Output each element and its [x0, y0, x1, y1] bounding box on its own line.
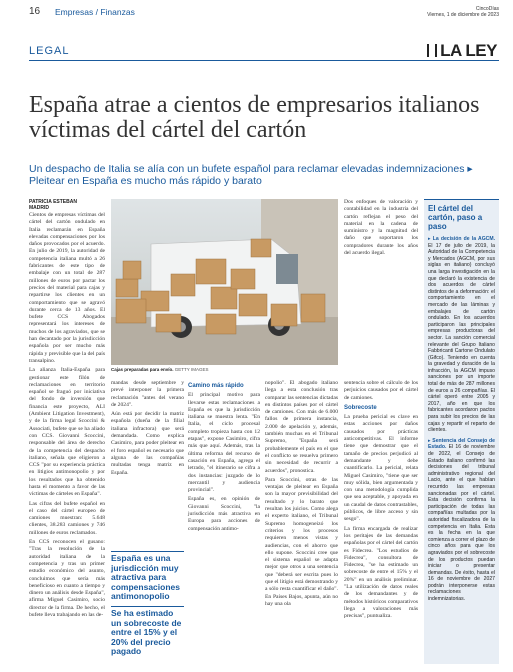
paragraph: La prueba pericial es clave en estas acciones por daños causados por prácticas anticompetitivas. El informe tiene que demostrar que el tamaño de precios perjudicó al demandante y debe cuantificarlo. La pericial, relata Miguel Casimiro, "tiene que ser muy sólida, bien argumentada y con una metodología cumplida que sea aceptable, y apoyada en un caudal de datos contrastables, públicos, de libre acceso y sin sesgo".: [344, 414, 418, 523]
paragraph: Las cifras del bufete español en el caso del cártel europeo de camiones muestran: 5.648 clientes, 38.283 camiones y 746 millones de euros reclamados.: [29, 500, 105, 536]
sidebar-item-lead: La decisión de la AGCM.: [432, 236, 495, 242]
photo-credit: GETTY IMAGES: [174, 367, 209, 372]
masthead-date: Viernes, 1 de diciembre de 2023: [427, 12, 499, 18]
bullet-icon: ▸: [428, 437, 433, 444]
la-ley-logo: LA LEY: [427, 41, 497, 61]
body-column-5-top: [344, 199, 418, 374]
pull-quote: España es una jurisdicción muy atractiva para compensaciones antimonopolio: [111, 551, 184, 602]
paragraph: España es, en opinión de Giovanni Scoccini, "la jurisdicción más atractiva en Europa para acciones de compensación antimo-: [188, 496, 260, 532]
caption-text: Cajas preparadas para envío.: [111, 367, 174, 372]
body-column-3: [188, 380, 260, 664]
paragraph: Dos enfoques de valoración y contabilidad en la industria del cartón reflejan el peso del material en la cadena de suministro y la magnitud del daño que soportaron los compradores durante los años del acuerdo ilegal.: [344, 199, 418, 257]
sidebar-title: El cártel del cartón, paso a paso: [428, 204, 483, 231]
sidebar-item: [428, 236, 495, 434]
paragraph: En CCS reconocen el gusano: "Tras la resolución de la autoridad italiana de la competencia y tras un primer estudio económico del asunto, concluimos que sería más beneficioso en cuanto a tiempo y dinero un análisis desde España", afirma Miguel Casimiro, socio director de la firma. De hecho, el bufete lleva trabajando en las de-: [29, 539, 105, 619]
paragraph: sentencia sobre el cálculo de los perjuicios causados por el cártel de camiones.: [344, 380, 418, 401]
photo-caption: [111, 367, 338, 372]
sidebar-timeline: [424, 199, 499, 664]
body-column-1: [29, 212, 105, 619]
paragraph: nopolio". El abogado italiano llega a esta conclusión tras comparar las sentencias dictadas en distintos países por el cártel de camiones. Con más de 6.000 fallos de primera instancia, 2.000 de apelación y, además, también muchas en el Tribunal Supremo, "España será probablemente el país en el que el conflicto se resuelva primero sin necesidad de recurrir a acuerdos", pronostica.: [265, 380, 338, 474]
author-city: MADRID: [29, 205, 49, 211]
page-header: [29, 6, 499, 20]
paragraph: mandas desde septiembre y prevé interponer la primera reclamación "antes del verano de 2024".: [111, 380, 184, 408]
paragraph: Cientos de empresas víctimas del cártel del cartón ondulado en Italia reclamarán en España elevadas compensaciones por los daños provocados por el acuerdo. En julio de 2019, la autoridad de competencia italiana multó a 26 fabricantes de este tipo de embalaje con un total de 287 millones de euros por pactar los precios del material para cajas y repartirse los clientes en un comportamiento que se agravó durante cerca de 13 años. El bufete CCS Abogados representará los intereses de muchos de los agraviados, que se han decantado por la jurisdicción española por ser mucho más rápida y previsible que la del país transalpino.: [29, 212, 105, 364]
paragraph: La alianza Italia-España para gestionar este filón de reclamaciones en territorio español se fraguó por iniciativa del fondo de inversión que financia este proyecto, ALI (Ambient Litigation Investment), y de la firma legal Scoccini & Associati, bufete que se ha aliado con CCS. Giovanni Scoccini, responsable del área de derecho de la competencia del despacho italiano, señala que eligieron a CCS "por su experiencia práctica en litigios antimonopolio y por los resultados que ha obtenido hasta el momento a favor de las víctimas de cárteles en España".: [29, 367, 105, 498]
body-column-4: [265, 380, 338, 664]
body-column-2: [111, 380, 184, 545]
paragraph: Para Scoccini, otras de las ventajas de pleitear en España son la mayor previsibilidad del resultado y lo barato que resultan los juicios. Como alega el experto italiano, el Tribunal Supremo homogeneizó los criterios y los procesos requieren menos vistas y audiencias, con el ahorro que ello supone. Scoccini cree que el sistema español se adapta mejor que otros a una sentencia que "deberá ser escrita pues lo que el litigio está demostrando y a sólo resta cuantificar el daño". En Países Bajos, apunta, aún no hay una ola: [265, 476, 338, 607]
author-name: PATRICIA ESTEBAN: [29, 199, 77, 205]
bullet-icon: ▸: [428, 236, 433, 242]
body-column-5: [344, 380, 418, 664]
masthead: [427, 6, 499, 18]
section-rule: [29, 60, 499, 61]
sidebar-item-text: El 16 de noviembre de 2022, el Consejo de Estado italiano confirmó las decisiones del tribunal administrativo regional del Lacio, ante el que habían recurrido las empresas sancionadas por el cártel. Esta decisión confirma la participación de todas las compañías multadas por la autoridad fiscalizadora de la competencia en Italia. Esta es la fecha en la que comienza a correr el plazo de cinco años para que los agraviados por el sobrecoste de los productos puedan iniciar o presentar demandas. De éxito, hasta el 16 de noviembre de 2027 podrán interponerse estas reclamaciones indemnizatorias.: [428, 444, 496, 603]
sidebar-item-lead: Sentencia del Consejo de Estado.: [428, 437, 495, 451]
van-illustration: [111, 199, 338, 365]
photo-van-boxes: [111, 199, 338, 365]
subheading: Sobrecoste: [344, 404, 377, 411]
pull-quote: Se ha estimado un sobrecoste de entre el 15% y el 20% del precio pagado: [111, 606, 184, 657]
deck: Un despacho de Italia se alía con un bufete español para reclamar elevadas indemnizaciones ▸ Pleitear en España es mucho más rápido y barato: [29, 163, 473, 187]
section-name: Empresas / Finanzas: [55, 7, 135, 17]
masthead-brand: CincoDías: [475, 6, 499, 12]
page-number: 16: [29, 6, 41, 17]
headline: España atrae a cientos de empresarios italianos víctimas del cártel del cartón: [29, 92, 480, 143]
paragraph: El principal motivo para llevarse estas reclamaciones a España es que la jurisdicción italiana se muestra lenta. "En Italia, el ciclo procesal completo tropieza hasta con 12 etapas", expone Casimiro, cifra más que aquí. Además, tras la última reforma del recurso de casación en España, agrega el letrado, "el itinerario se cifra a dos instancias: juzgado de lo mercantil y audiencia provincial".: [188, 392, 260, 494]
section-label: LEGAL: [29, 45, 70, 57]
paragraph: Aún está por decidir la matriz española (dueña de la filial italiana infractora) que será demandada. Como explica Casimiro, para poder pleitear en el foro español es necesario que alguna de las compañías multadas tenga matriz en España.: [111, 411, 184, 476]
paragraph: La firma encargada de realizar los peritajes de las demandas españolas por el cártel del cartón es Fidecrea. "Los estudios de Fidecrea", consultora de Fidecrea, "se ha estimado un sobrecoste de entre el 15% y el 20%" en un análisis preliminar. "La utilización de datos reales de los demandantes y de métodos históricos comparativos llega a valoraciones más precisas", puntualiza.: [344, 525, 418, 620]
byline: [29, 199, 77, 211]
sidebar-item: [428, 438, 495, 603]
subheading: Camino más rápido: [188, 383, 244, 389]
sidebar-item-text: El 17 de julio de 2019, la Autoridad de la Competencia y Mercados (AGCM, por sus siglas en italiano) concluyó una larga investigación en la que declaró la existencia de dos acuerdos de cártel distintos de a deformación: el comportamiento en el mercado de las láminas y embalajes de cartón ondulado. En los acuerdos participaron las principales empresas productoras del sector. La sanción comercial relevante del Grupo Italiano Fabbricanti Cartone Ondulato (Gifco). Teniendo en cuenta la gravedad y duración de la infracción, la AGCM impuso sanciones por un importe total de más de 287 millones de euros a 26 compañías. El cártel operó entre 2005 y 2017, año en que los fabricantes acordaron pactos para subir los precios de las cajas y repartir el reparto de clientes.: [428, 242, 495, 434]
